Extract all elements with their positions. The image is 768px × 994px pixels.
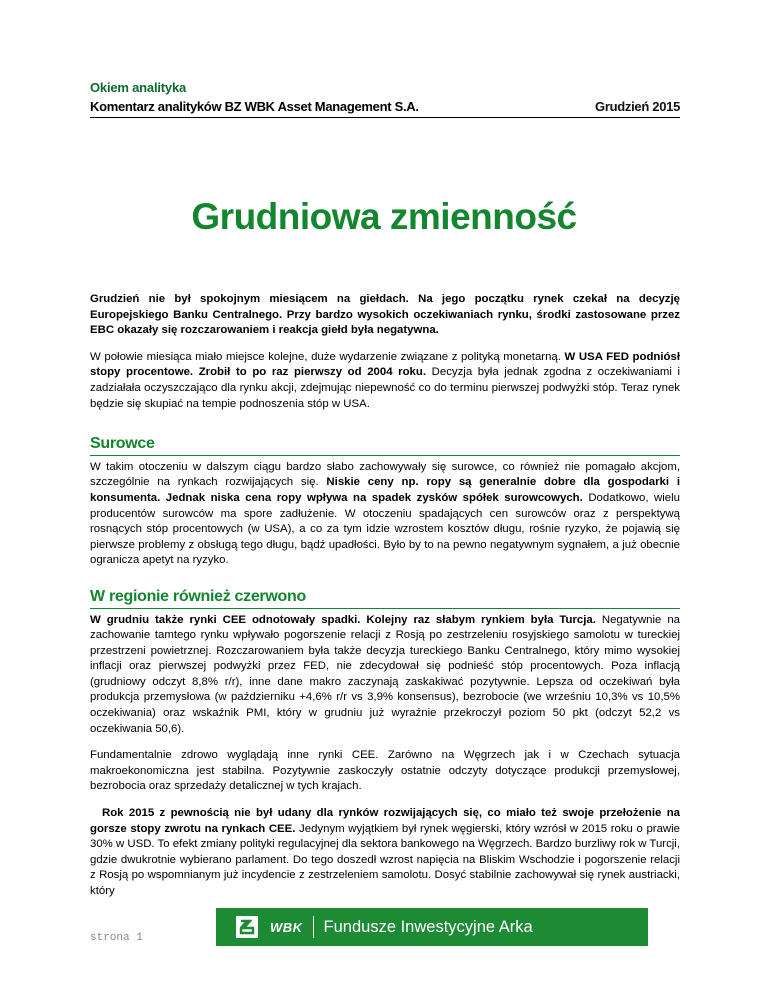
paragraph-region-3-text: Jedynym wyjątkiem był rynek węgierski, który wzrósł w 2015 roku o prawie 30% w USD. To efekt zmiany polityki regulacyjnej dla sektora bankowego na Węgrzech. Bardzo burzliwy rok w Turcji, gdzie dwukrotnie wybierano parlament. Do tego doszedł wzrost napięcia na Bliskim Wschodzie i pogorszenie relacji z Rosją po wspomnianym już incydencie z zestrzeleniem samolotu. Dosyć stabilnie zachowywał się rynek austriacki, który — [90, 822, 681, 897]
page-number: strona 1 — [90, 932, 143, 944]
paragraph-surowce-bold: Niskie ceny np. ropy są generalnie dobre dla gospodarki i konsumenta. Jednak niska cena ropy wpływa na spadek zysków spółek surowcowych. — [90, 476, 680, 504]
footer-banner — [216, 908, 648, 946]
paragraph-surowce-text1: W takim otoczeniu w dalszym ciągu bardzo słabo zachowywały się surowce, co również nie pomagało akcjom, szczególnie na rynkach rozwijających się. — [90, 460, 680, 489]
intro-paragraph: Grudzień nie był spokojnym miesiącem na giełdach. Na jego początku rynek czekał na decyzję Europejskiego Banku Centralnego. Przy bardzo wysokich oczekiwaniach rynku, środki zastosowane przez EBC okazały się rozczarowaniem i reakcja giełd była negatywna. — [90, 293, 680, 337]
paragraph-region-3-bold: Rok 2015 z pewnością nie był udany dla rynków rozwijających się, co miało też swoje przełożenie na gorsze stopy zwrotu na rynkach CEE. — [90, 807, 680, 835]
page-title: Grudniowa zmienność — [191, 196, 577, 237]
paragraph-fed — [90, 350, 680, 412]
section-heading-region: W regionie również czerwono — [90, 589, 680, 609]
paragraph-surowce — [90, 460, 680, 569]
paragraph-region-2: Fundamentalnie zdrowo wyglądają inne rynki CEE. Zarówno na Węgrzech jak i w Czechach sytuacja makroekonomiczna jest stabilna. Pozytywnie zaskoczyły ostatnie odczyty dotyczące produkcji przemysłowej, bezrobocia oraz sprzedaży detalicznej w tych krajach. — [90, 749, 680, 793]
header-row — [90, 99, 680, 118]
banner-divider — [313, 916, 314, 938]
paragraph-region-1-text: Negatywnie na zachowanie tamtego rynku wpływało pogorszenie relacji z Rosją po zestrzeleniu rosyjskiego samolotu w tureckiej przestrzeni powietrznej. Rozczarowaniem była także decyzja tureckiego Banku Centralnego, który mimo wysokiej inflacji oraz pierwszej podwyżki przez FED, nie zdecydował się podnieść stóp procentowych. Poza inflacją (grudniowy odczyt 8,8% r/r), inne dane makro zaczynają zaskakiwać pozytywnie. Lepsza od oczekiwań była produkcja przemysłowa (w październiku +4,6% r/r vs 3,9% konsensus), bezrobocie (we wrześniu 10,3% vs 10,5% oczekiwania) oraz wskaźnik PMI, który w grudniu już wyraźnie przekroczył poziom 50 pkt (odczyt 52,2 vs oczekiwania 50,6). — [90, 613, 680, 735]
paragraph-fed-text2: Decyzja była jednak zgodna z oczekiwaniami i zadziałała oczyszczająco dla rynku akcji, zdejmując niepewność co do terminu pierwszej podwyżki stóp. Teraz rynek będzie się skupiać na tempie podnoszenia stóp w USA. — [90, 366, 680, 410]
header-series-name: Okiem analityka — [90, 80, 186, 95]
paragraph-region-1 — [90, 613, 680, 738]
paragraph-fed-text1: W połowie miesiąca miało miejsce kolejne, duże wydarzenie związane z polityką monetarną. — [90, 350, 565, 363]
header-subtitle: Komentarz analityków BZ WBK Asset Management S.A. — [90, 99, 419, 114]
section-heading-surowce: Surowce — [90, 436, 680, 456]
paragraph-surowce-text2: Dodatkowo, wielu producentów surowców ma spore zadłużenie. W otoczeniu spadających cen surowców oraz z perspektywą rosnących stóp procentowych (w USA), a co za tym idzie wzrostem kosztów długu, rośnie ryzyko, że pojawią się pierwsze problemy z obsługą tego długu, bądź upadłości. Było by to na pewno negatywnym sygnałem, a już obecnie ogranicza apetyt na ryzyko. — [90, 491, 680, 567]
document-header — [90, 80, 680, 118]
paragraph-region-3 — [90, 806, 680, 900]
article-body — [90, 292, 680, 911]
bz-logo-icon — [236, 916, 258, 938]
paragraph-fed-bold: W USA FED podniósł stopy procentowe. Zrobił to po raz pierwszy od 2004 roku. — [90, 350, 680, 379]
paragraph-region-1-bold: W grudniu także rynki CEE odnotowały spadki. Kolejny raz słabym rynkiem była Turcja. — [90, 613, 596, 626]
wbk-wordmark: WBK — [270, 919, 303, 935]
header-date: Grudzień 2015 — [595, 99, 680, 114]
banner-text: Fundusze Inwestycyjne Arka — [323, 917, 533, 936]
